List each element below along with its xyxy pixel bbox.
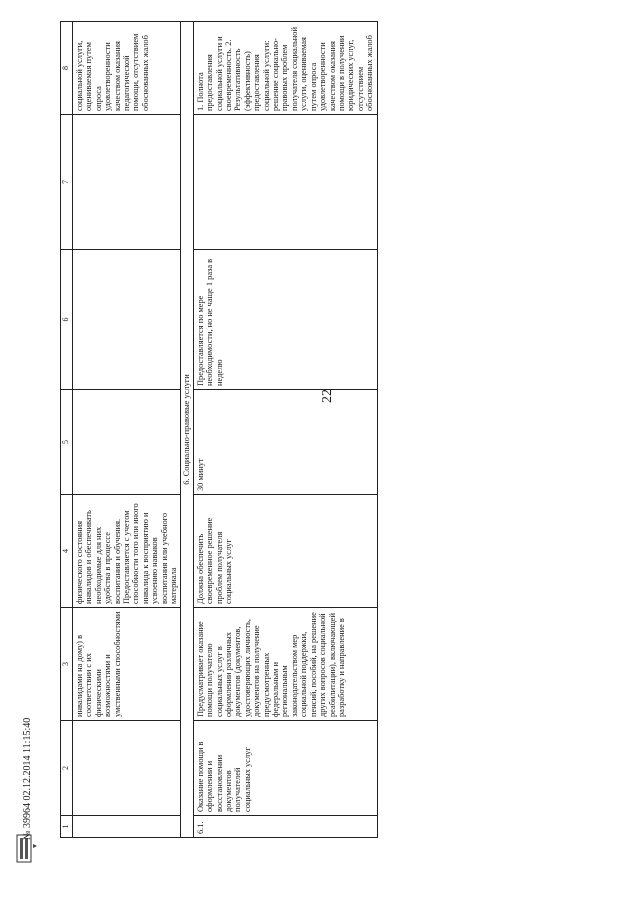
col-header: 6 [61, 250, 73, 390]
section-row [181, 22, 193, 838]
table-cell: Предусматривает оказание помощи получателю социальных услуг в оформлении различных документов (документов, удостоверяющих личность, документов на получение предусмотренных федеральным и региональным законодательством мер социальной поддержки, пенсий, пособий, на решение других вопросов социальной реабилитации), включающей разработку и направление в [193, 608, 377, 721]
table-cell: 1. Полнота предоставления социальной услуги и своевременность. 2. Результативность (эффективность) предоставления социальной услуги: решение социально-правовых проблем получателя социальной услуги, оцениваемая путем опроса удовлетворенности качеством оказания помощи в получении юридических услуг, отсутствием обоснованных жалоб [193, 22, 377, 115]
table-cell: 6.1. [193, 816, 377, 838]
table-header-row [61, 22, 73, 838]
table-row [72, 22, 180, 838]
table-cell: Должна обеспечить своевременное решение проблем получателя социальных услуг [193, 495, 377, 608]
col-header: 1 [61, 816, 73, 838]
col-header: 5 [61, 390, 73, 495]
col-header: 3 [61, 608, 73, 721]
table-cell [72, 816, 180, 838]
table-cell [193, 115, 377, 250]
table-cell: Предоставляется по мере необходимости, но не чаще 1 раза в неделю [193, 250, 377, 390]
col-header: 2 [61, 721, 73, 816]
col-header: 8 [61, 22, 73, 115]
rotated-page-content [60, 22, 575, 838]
table-cell [72, 115, 180, 250]
col-header: 4 [61, 495, 73, 608]
registration-stamp-text: № 39964 02.12.2014 11:15:40 [22, 717, 33, 840]
table-row [193, 22, 377, 838]
table-cell [72, 250, 180, 390]
table-cell: Оказание помощи в оформлении и восстановлении документов получателей социальных услуг [193, 721, 377, 816]
table-cell: инвалидами на дому) в соответствии с их физическими возможностями и умственными способностями [72, 608, 180, 721]
table-cell [72, 721, 180, 816]
table-cell: физического состояния инвалидов и обеспечивать необходимые для них удобства в процессе воспитания и обучения. Предоставляется с учетом способности того или иного инвалида к восприятию и усвоению навыков воспитания или учебного материала [72, 495, 180, 608]
table-cell: 30 минут [193, 390, 377, 495]
table-cell: социальной услуги, оцениваемая путем опроса удовлетворенности качеством оказания педагогической помощи, отсутствием обоснованных жалоб [72, 22, 180, 115]
page-number: 22 [320, 389, 335, 403]
services-table [60, 21, 378, 838]
table-cell [72, 390, 180, 495]
col-header: 7 [61, 115, 73, 250]
section-title: 6. Социально-правовые услуги [181, 22, 193, 838]
